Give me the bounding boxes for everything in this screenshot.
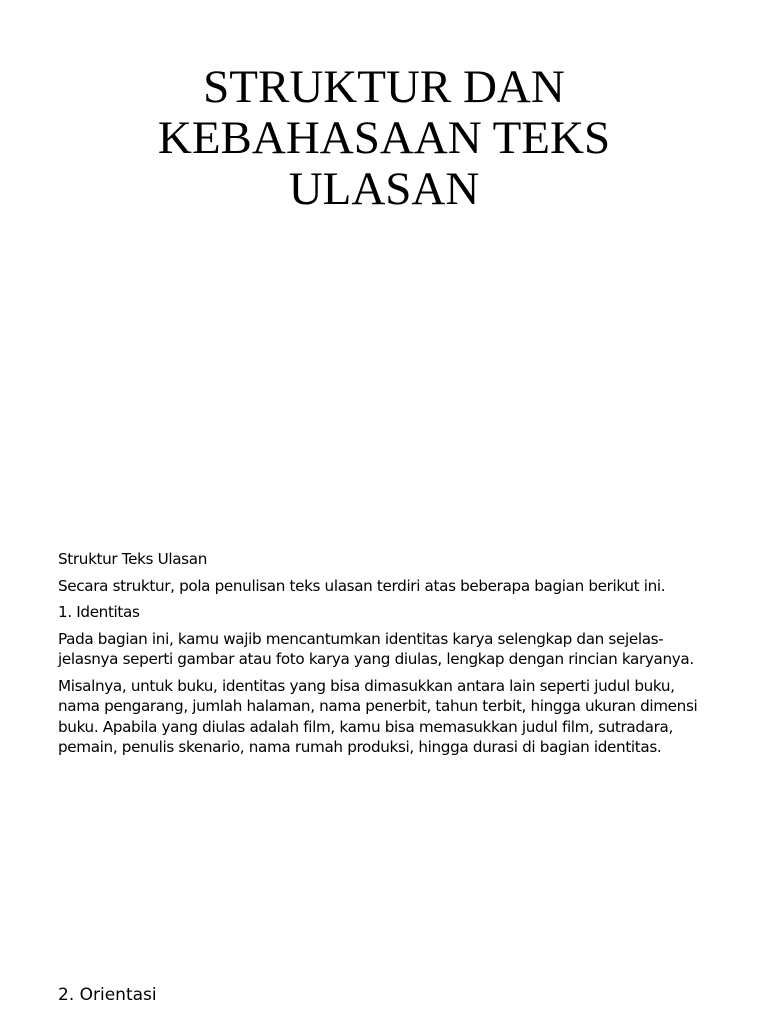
section-label: Struktur Teks Ulasan bbox=[58, 550, 207, 568]
item-1-heading: 1. Identitas bbox=[58, 603, 140, 621]
title-line-1: STRUKTUR DAN bbox=[203, 61, 565, 113]
content-body bbox=[58, 549, 718, 764]
slide-title bbox=[60, 62, 708, 215]
title-line-2: KEBAHASAAN TEKS bbox=[157, 112, 611, 164]
item-1-paragraph-1: Pada bagian ini, kamu wajib mencantumkan identitas karya selengkap dan sejelas-jelasnya seperti gambar atau foto karya yang diulas, lengkap dengan rincian karyanya. bbox=[58, 629, 694, 668]
title-line-3: ULASAN bbox=[288, 163, 480, 215]
item-2-heading: 2. Orientasi bbox=[58, 985, 157, 1005]
item-1-paragraph-2: Misalnya, untuk buku, identitas yang bisa dimasukkan antara lain seperti judul buku, nama pengarang, jumlah halaman, nama penerbit, tahun terbit, hingga ukuran dimensi buku. Apabila yang diulas adalah film, kamu bisa memasukkan judul film, sutradara, pemain, penulis skenario, nama rumah produksi, hingga durasi di bagian identitas. bbox=[58, 676, 698, 756]
intro-paragraph: Secara struktur, pola penulisan teks ulasan terdiri atas beberapa bagian berikut ini. bbox=[58, 576, 666, 595]
